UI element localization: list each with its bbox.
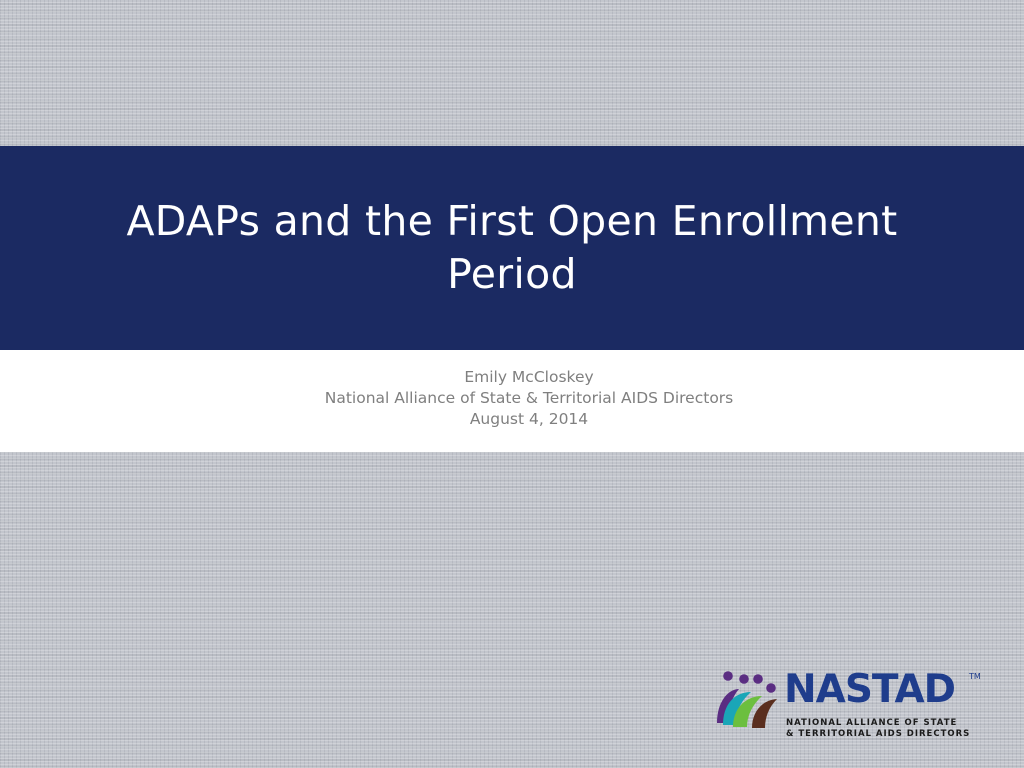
figure-head-purple-4 bbox=[766, 683, 776, 693]
subtitle-block bbox=[0, 367, 1024, 430]
slide-title: ADAPs and the First Open Enrollment Period bbox=[126, 197, 898, 298]
logo-tagline-line1: NATIONAL ALLIANCE OF STATE bbox=[786, 718, 958, 728]
logo-wordmark: NASTAD bbox=[784, 667, 956, 712]
logo-tagline-line2: & TERRITORIAL AIDS DIRECTORS bbox=[786, 729, 971, 739]
presentation-date: August 4, 2014 bbox=[469, 410, 589, 428]
figure-head-purple-3 bbox=[753, 674, 763, 684]
figure-body-brown bbox=[752, 699, 777, 728]
nastad-logo bbox=[714, 665, 984, 745]
logo-tagline bbox=[786, 718, 970, 740]
figure-head-purple bbox=[723, 671, 733, 681]
presenter-name: Emily McCloskey bbox=[464, 368, 594, 386]
figure-head-purple-2 bbox=[739, 674, 749, 684]
title-band bbox=[0, 146, 1024, 350]
organization-name: National Alliance of State & Territorial AIDS Directors bbox=[324, 389, 734, 407]
logo-trademark: TM bbox=[969, 672, 981, 681]
subtitle-band bbox=[0, 350, 1024, 452]
people-figures-icon bbox=[714, 667, 782, 729]
